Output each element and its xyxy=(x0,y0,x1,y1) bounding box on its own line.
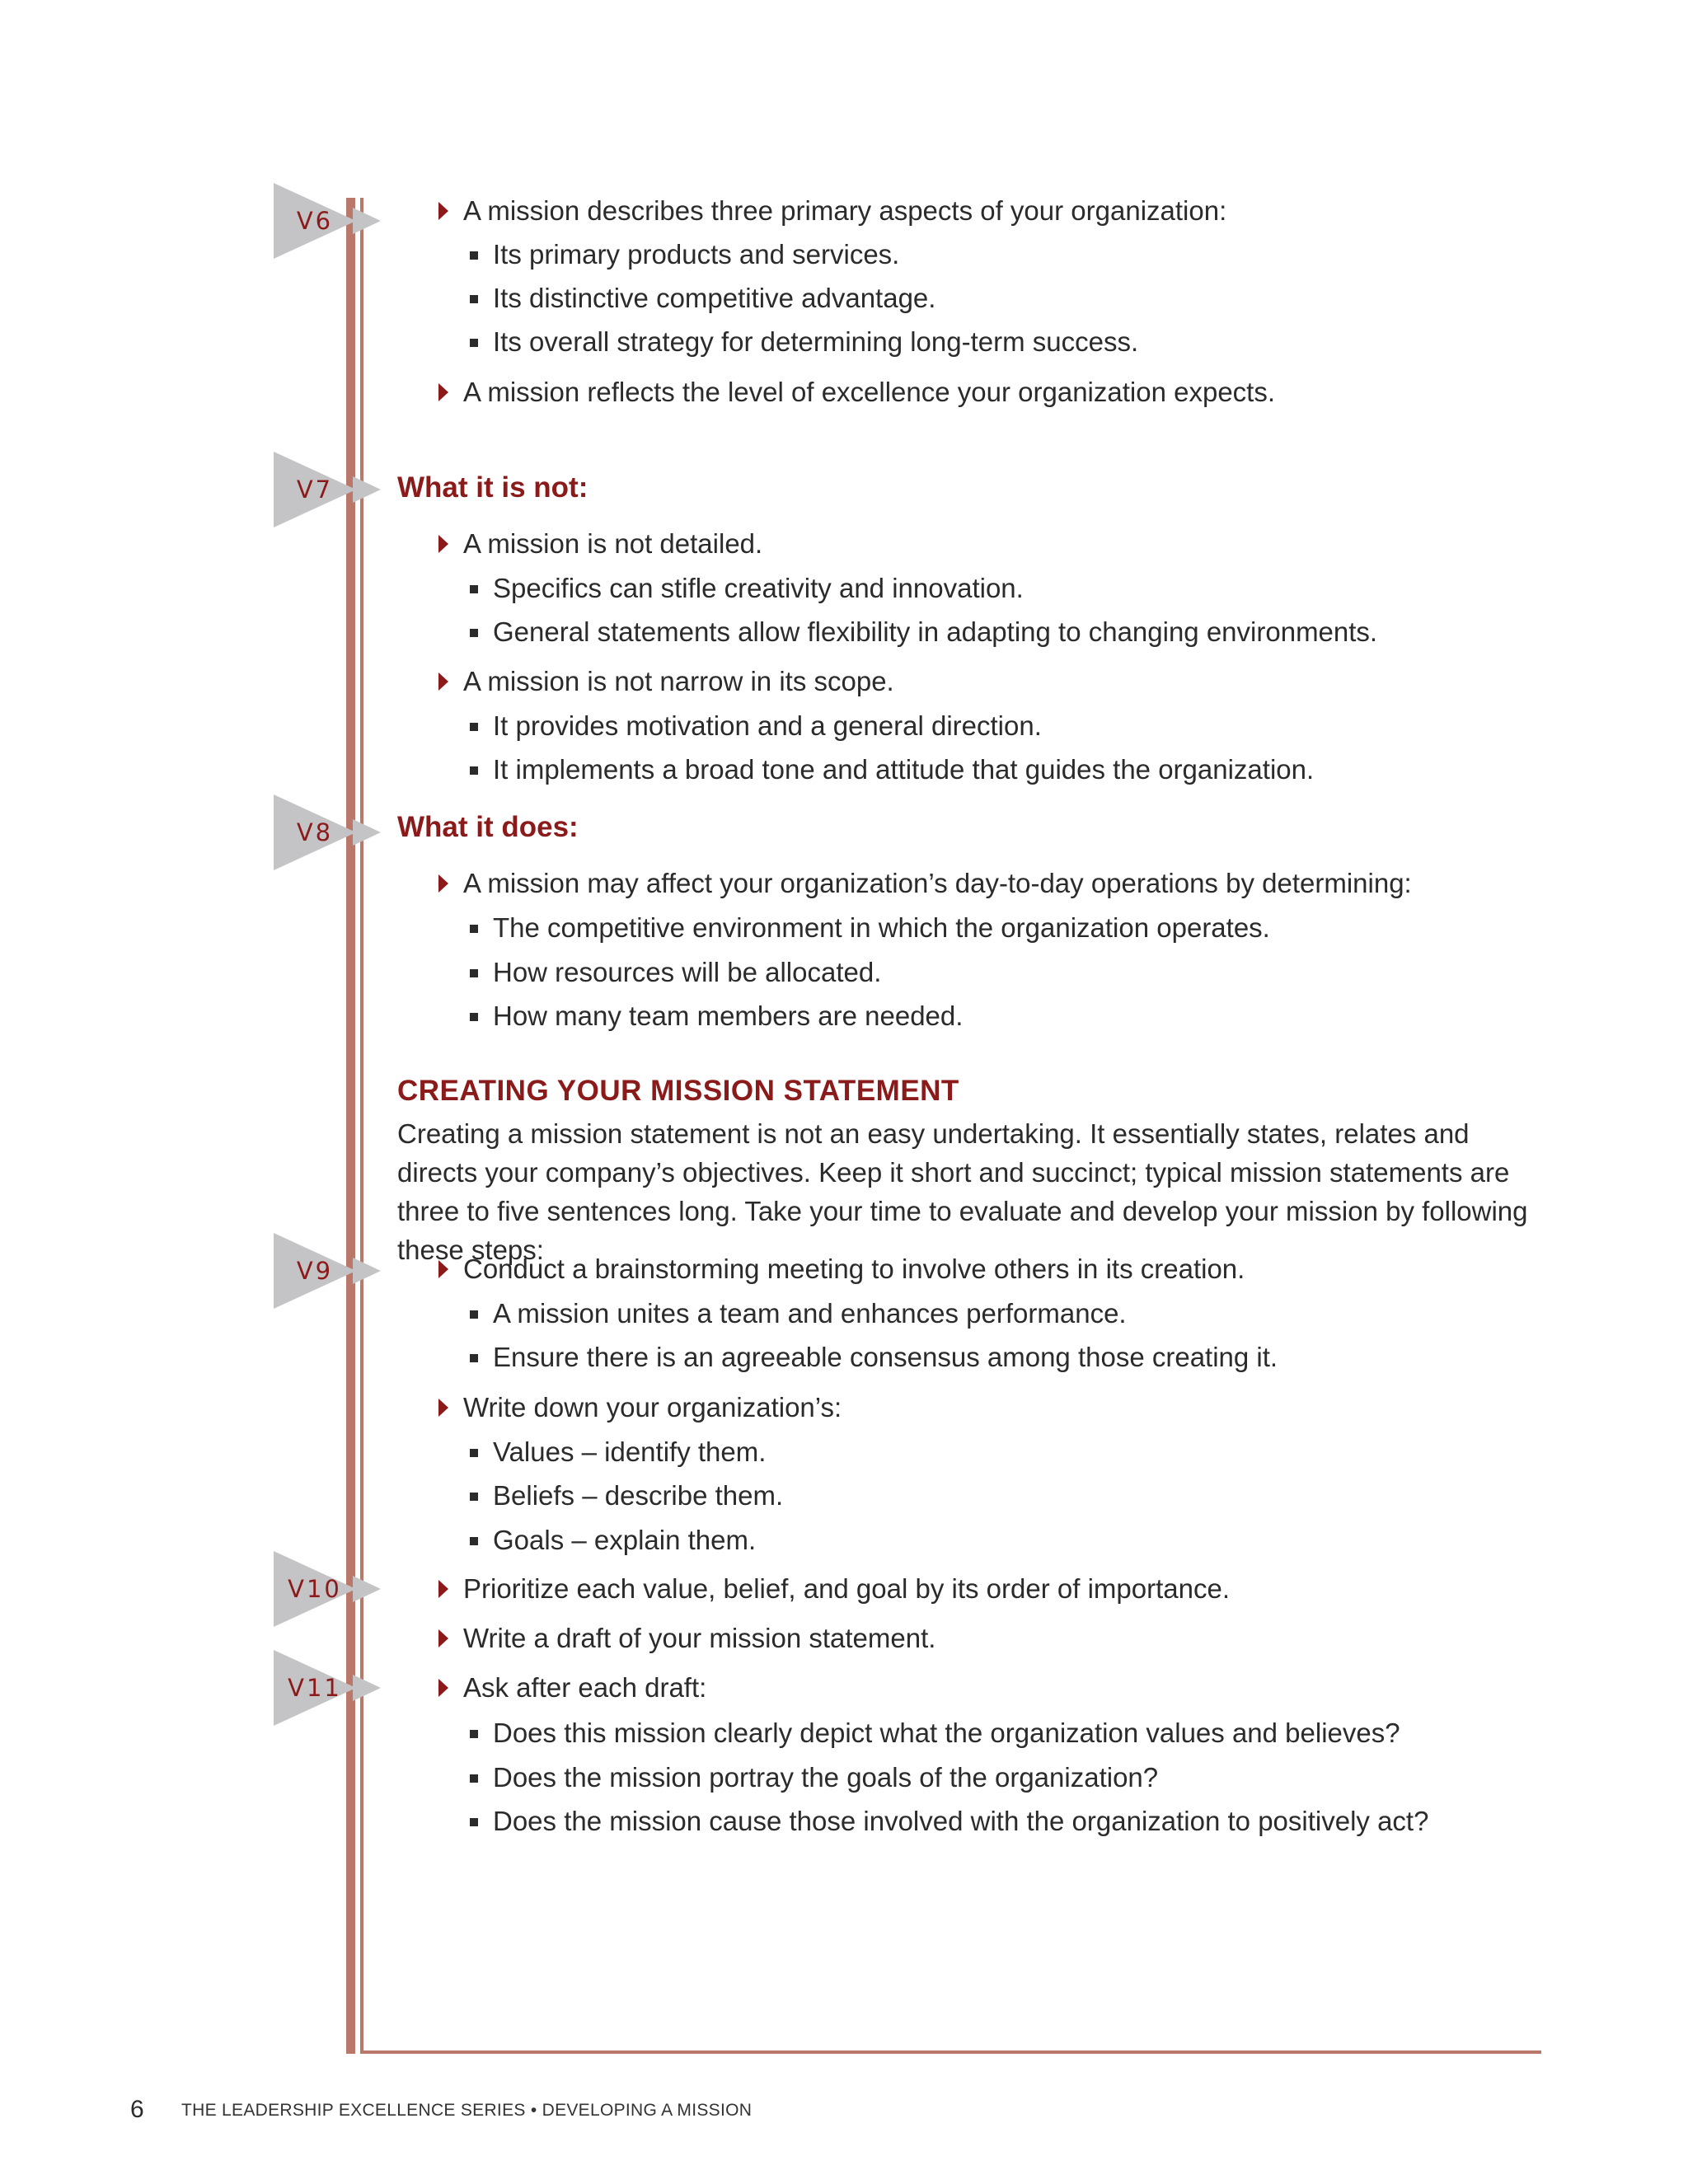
sub-bullet-text: Beliefs – describe them. xyxy=(493,1480,784,1511)
sub-bullet-text: Goals – explain them. xyxy=(493,1525,757,1555)
flag-v8 xyxy=(274,794,397,870)
triangle-bullet-icon xyxy=(438,383,448,401)
square-bullet-icon xyxy=(470,629,478,637)
footer-series-title: THE LEADERSHIP EXCELLENCE SERIES • DEVELOPING A MISSION xyxy=(181,2101,753,2120)
square-bullet-icon xyxy=(470,969,478,977)
intro-paragraph: Creating a mission statement is not an easy undertaking. It essentially states, relates and directs your company’s objectives. Keep it short and succinct; typical mission statements are three to five sentences long. Take your time to evaluate and develop your mission by following these steps: xyxy=(397,1118,1528,1265)
triangle-bullet-icon xyxy=(438,1679,448,1697)
sub-bullet-text: Does the mission portray the goals of the organization? xyxy=(493,1762,1159,1793)
bullet-text: A mission is not detailed. xyxy=(463,528,763,559)
square-bullet-icon xyxy=(470,1774,478,1783)
sub-bullet-text: Values – identify them. xyxy=(493,1436,767,1467)
square-bullet-icon xyxy=(470,1818,478,1826)
sub-bullet-text: Its overall strategy for determining long-term success. xyxy=(493,326,1139,357)
section-title: CREATING YOUR MISSION STATEMENT xyxy=(397,1075,959,1107)
sub-bullet-text: General statements allow flexibility in adapting to changing environments. xyxy=(493,616,1378,647)
flag-v6 xyxy=(274,183,397,259)
flag-label: V7 xyxy=(296,476,334,504)
square-bullet-icon xyxy=(470,766,478,775)
triangle-bullet-icon xyxy=(438,202,448,220)
flag-v10 xyxy=(274,1551,397,1627)
triangle-bullet-icon xyxy=(438,1580,448,1598)
bullet-text: Write down your organization’s: xyxy=(463,1392,842,1422)
square-bullet-icon xyxy=(470,1310,478,1319)
triangle-bullet-icon xyxy=(438,1629,448,1647)
flag-v11 xyxy=(274,1650,397,1726)
bullet-text: A mission reflects the level of excellence your organization expects. xyxy=(463,377,1276,407)
square-bullet-icon xyxy=(470,251,478,260)
square-bullet-icon xyxy=(470,1449,478,1457)
flag-label: V10 xyxy=(288,1575,342,1603)
square-bullet-icon xyxy=(470,1013,478,1021)
flag-label: V6 xyxy=(296,207,334,235)
bullet-text: Ask after each draft: xyxy=(463,1672,707,1703)
flag-label: V8 xyxy=(296,818,334,846)
square-bullet-icon xyxy=(470,1354,478,1362)
square-bullet-icon xyxy=(470,585,478,593)
bullet-text: Prioritize each value, belief, and goal by its order of importance. xyxy=(463,1573,1230,1604)
sub-bullet-text: Ensure there is an agreeable consensus among those creating it. xyxy=(493,1342,1278,1372)
sub-bullet-text: How resources will be allocated. xyxy=(493,957,882,987)
bullet-text: A mission may affect your organization’s day-to-day operations by determining: xyxy=(463,868,1412,898)
bullet-text: Write a draft of your mission statement. xyxy=(463,1623,936,1653)
bullet-text: Conduct a brainstorming meeting to involve others in its creation. xyxy=(463,1254,1245,1284)
sub-bullet-text: A mission unites a team and enhances performance. xyxy=(493,1298,1127,1329)
square-bullet-icon xyxy=(470,295,478,303)
square-bullet-icon xyxy=(470,925,478,933)
triangle-bullet-icon xyxy=(438,673,448,691)
page-number: 6 xyxy=(130,2096,144,2123)
sub-bullet-text: Does this mission clearly depict what the organization values and believes? xyxy=(493,1718,1400,1748)
flag-label: V11 xyxy=(288,1674,342,1702)
flag-label: V9 xyxy=(296,1257,334,1285)
bottom-rule xyxy=(360,2050,1541,2054)
flag-v9 xyxy=(274,1233,397,1309)
square-bullet-icon xyxy=(470,723,478,731)
flag-v7 xyxy=(274,452,397,527)
sub-bullet-text: It provides motivation and a general direction. xyxy=(493,710,1042,741)
sub-bullet-text: Its primary products and services. xyxy=(493,239,900,269)
sub-bullet-text: It implements a broad tone and attitude that guides the organization. xyxy=(493,754,1315,785)
triangle-bullet-icon xyxy=(438,1399,448,1417)
triangle-bullet-icon xyxy=(438,535,448,553)
sub-bullet-text: Specifics can stifle creativity and innovation. xyxy=(493,573,1024,603)
subheading: What it does: xyxy=(397,811,579,843)
sub-bullet-text: The competitive environment in which the organization operates. xyxy=(493,912,1270,943)
subheading: What it is not: xyxy=(397,471,588,504)
square-bullet-icon xyxy=(470,1493,478,1501)
square-bullet-icon xyxy=(470,1730,478,1738)
bullet-text: A mission describes three primary aspects of your organization: xyxy=(463,195,1227,226)
triangle-bullet-icon xyxy=(438,1260,448,1278)
triangle-bullet-icon xyxy=(438,874,448,893)
square-bullet-icon xyxy=(470,1537,478,1545)
bullet-text: A mission is not narrow in its scope. xyxy=(463,666,894,696)
sub-bullet-text: How many team members are needed. xyxy=(493,1001,964,1031)
sub-bullet-text: Does the mission cause those involved with the organization to positively act? xyxy=(493,1806,1429,1836)
sub-bullet-text: Its distinctive competitive advantage. xyxy=(493,283,936,313)
square-bullet-icon xyxy=(470,339,478,347)
